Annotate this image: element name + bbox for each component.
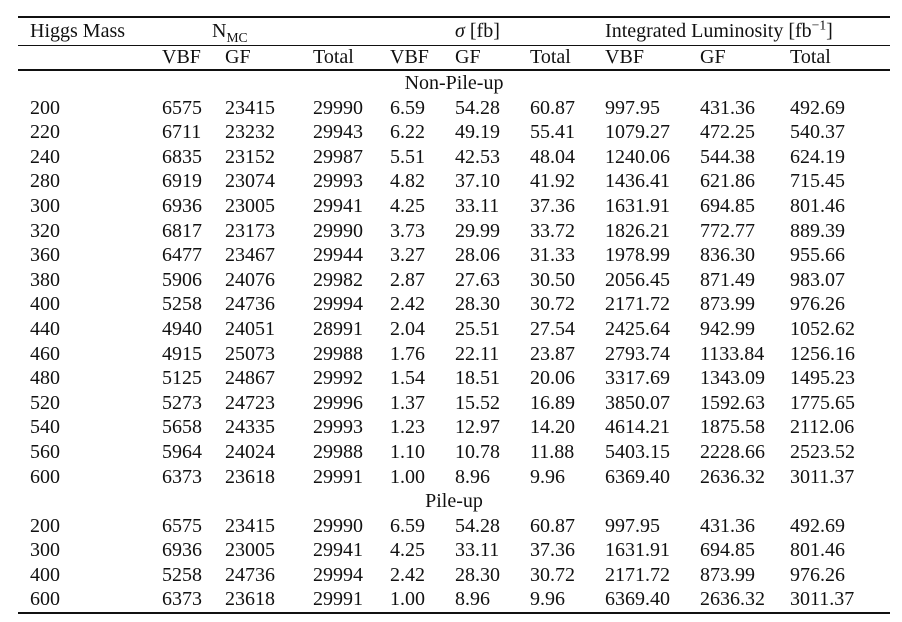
data-value: 1978.99 xyxy=(605,244,671,267)
data-value: 29991 xyxy=(313,588,363,611)
data-value: 29994 xyxy=(313,293,363,316)
data-value: 2.04 xyxy=(390,317,426,340)
data-value: 3011.37 xyxy=(790,588,855,611)
data-value: 1052.62 xyxy=(790,317,856,340)
data-value: 6477 xyxy=(162,244,202,267)
data-value: 4940 xyxy=(162,317,202,340)
data-value: 1.00 xyxy=(390,465,426,488)
data-value: 28.30 xyxy=(455,563,501,586)
data-value: 11.88 xyxy=(530,440,575,463)
data-value: 431.36 xyxy=(700,96,756,119)
data-value: 2228.66 xyxy=(700,440,766,463)
data-value: 24024 xyxy=(225,440,275,463)
data-value: 25073 xyxy=(225,342,275,365)
data-value: 24736 xyxy=(225,293,275,316)
data-value: 1.00 xyxy=(390,588,426,611)
higgs-mass-value: 540 xyxy=(30,416,60,439)
data-value: 60.87 xyxy=(530,96,576,119)
data-value: 801.46 xyxy=(790,194,846,217)
data-value: 871.49 xyxy=(700,268,756,291)
data-value: 983.07 xyxy=(790,268,846,291)
data-value: 29993 xyxy=(313,170,363,193)
data-value: 23.87 xyxy=(530,342,576,365)
data-value: 2636.32 xyxy=(700,465,766,488)
data-value: 997.95 xyxy=(605,514,661,537)
data-value: 29941 xyxy=(313,539,363,562)
data-value: 33.11 xyxy=(455,194,500,217)
data-value: 5.51 xyxy=(390,145,426,168)
higgs-mass-value: 200 xyxy=(30,96,60,119)
higgs-mass-value: 520 xyxy=(30,391,60,414)
higgs-mass-value: 200 xyxy=(30,514,60,537)
table-row xyxy=(18,292,890,317)
data-value: 28.06 xyxy=(455,244,501,267)
section-label: Pile-up xyxy=(425,490,483,513)
luminosity-exponent: −1 xyxy=(811,17,827,33)
section-label-row xyxy=(18,70,890,96)
luminosity-bracket: ] xyxy=(826,20,833,42)
cross-section-group-header xyxy=(390,17,605,46)
higgs-mass-value: 400 xyxy=(30,293,60,316)
data-value: 29982 xyxy=(313,268,363,291)
data-value: 2.87 xyxy=(390,268,426,291)
table-row xyxy=(18,415,890,440)
data-value: 31.33 xyxy=(530,244,576,267)
nmc-subscript: MC xyxy=(226,30,248,45)
table-row xyxy=(18,342,890,367)
subcol-header-nmc-gf: GF xyxy=(225,46,313,71)
table-row xyxy=(18,587,890,613)
data-value: 955.66 xyxy=(790,244,846,267)
data-value: 492.69 xyxy=(790,96,846,119)
luminosity-label: Integrated Luminosity [fb xyxy=(605,20,812,42)
data-value: 6369.40 xyxy=(605,465,671,488)
empty-corner-cell xyxy=(18,46,162,71)
data-value: 54.28 xyxy=(455,96,501,119)
data-value: 6.22 xyxy=(390,121,426,144)
data-value: 29996 xyxy=(313,391,363,414)
data-value: 6373 xyxy=(162,588,202,611)
data-value: 23618 xyxy=(225,465,275,488)
subcol-header-lum-total: Total xyxy=(790,46,890,71)
data-value: 540.37 xyxy=(790,121,846,144)
data-value: 5658 xyxy=(162,416,202,439)
higgs-results-table xyxy=(18,16,890,614)
data-value: 25.51 xyxy=(455,317,501,340)
data-value: 23005 xyxy=(225,539,275,562)
table-row xyxy=(18,317,890,342)
higgs-mass-value: 280 xyxy=(30,170,60,193)
subcol-header-nmc-vbf: VBF xyxy=(162,46,225,71)
data-value: 23467 xyxy=(225,244,275,267)
data-value: 1.76 xyxy=(390,342,426,365)
data-value: 29.99 xyxy=(455,219,501,242)
sigma-symbol: σ xyxy=(455,20,465,42)
group-header-row xyxy=(18,17,890,46)
data-value: 29994 xyxy=(313,563,363,586)
data-value: 1826.21 xyxy=(605,219,671,242)
data-value: 472.25 xyxy=(700,121,756,144)
data-value: 6936 xyxy=(162,194,202,217)
data-value: 5964 xyxy=(162,440,202,463)
data-value: 2793.74 xyxy=(605,342,671,365)
data-value: 24335 xyxy=(225,416,275,439)
data-value: 29988 xyxy=(313,342,363,365)
data-value: 20.06 xyxy=(530,367,576,390)
data-value: 37.10 xyxy=(455,170,501,193)
data-value: 23152 xyxy=(225,145,275,168)
data-value: 1436.41 xyxy=(605,170,671,193)
data-value: 22.11 xyxy=(455,342,500,365)
data-value: 29992 xyxy=(313,367,363,390)
data-value: 4.82 xyxy=(390,170,426,193)
data-value: 4614.21 xyxy=(605,416,671,439)
data-value: 492.69 xyxy=(790,514,846,537)
data-value: 15.52 xyxy=(455,391,501,414)
data-value: 431.36 xyxy=(700,514,756,537)
data-value: 6711 xyxy=(162,121,202,144)
data-value: 6575 xyxy=(162,514,202,537)
subcol-header-sigma-gf: GF xyxy=(455,46,530,71)
table-row xyxy=(18,538,890,563)
data-value: 23232 xyxy=(225,121,275,144)
data-value: 4.25 xyxy=(390,539,426,562)
data-value: 1631.91 xyxy=(605,194,671,217)
data-value: 873.99 xyxy=(700,563,756,586)
data-value: 29988 xyxy=(313,440,363,463)
table-row xyxy=(18,243,890,268)
nmc-group-header xyxy=(162,17,390,46)
table-row xyxy=(18,120,890,145)
data-value: 801.46 xyxy=(790,539,846,562)
data-value: 5258 xyxy=(162,293,202,316)
data-value: 1.37 xyxy=(390,391,426,414)
data-value: 1.54 xyxy=(390,367,426,390)
data-value: 23074 xyxy=(225,170,275,193)
higgs-mass-value: 600 xyxy=(30,588,60,611)
section-label-row xyxy=(18,489,890,514)
table-row xyxy=(18,514,890,539)
data-value: 715.45 xyxy=(790,170,846,193)
data-value: 23173 xyxy=(225,219,275,242)
data-value: 37.36 xyxy=(530,194,576,217)
data-value: 3317.69 xyxy=(605,367,671,390)
data-value: 3.27 xyxy=(390,244,426,267)
data-value: 30.50 xyxy=(530,268,576,291)
higgs-mass-value: 460 xyxy=(30,342,60,365)
luminosity-group-header xyxy=(605,17,890,46)
subcol-header-lum-gf: GF xyxy=(700,46,790,71)
data-value: 29943 xyxy=(313,121,363,144)
subcol-header-sigma-total: Total xyxy=(530,46,605,71)
data-value: 54.28 xyxy=(455,514,501,537)
data-value: 1875.58 xyxy=(700,416,766,439)
data-value: 6835 xyxy=(162,145,202,168)
data-value: 18.51 xyxy=(455,367,501,390)
data-value: 1592.63 xyxy=(700,391,766,414)
table-row xyxy=(18,391,890,416)
data-value: 1133.84 xyxy=(700,342,765,365)
higgs-mass-value: 600 xyxy=(30,465,60,488)
data-value: 3011.37 xyxy=(790,465,855,488)
data-value: 6919 xyxy=(162,170,202,193)
data-value: 8.96 xyxy=(455,465,491,488)
data-value: 24867 xyxy=(225,367,275,390)
section-label: Non-Pile-up xyxy=(404,72,504,94)
data-value: 4915 xyxy=(162,342,202,365)
higgs-mass-value: 360 xyxy=(30,244,60,267)
data-value: 624.19 xyxy=(790,145,846,168)
data-value: 544.38 xyxy=(700,145,756,168)
data-value: 27.54 xyxy=(530,317,576,340)
data-value: 55.41 xyxy=(530,121,576,144)
data-value: 29993 xyxy=(313,416,363,439)
table-row xyxy=(18,366,890,391)
data-value: 2171.72 xyxy=(605,293,671,316)
data-value: 28991 xyxy=(313,317,363,340)
data-value: 2523.52 xyxy=(790,440,856,463)
data-value: 3.73 xyxy=(390,219,426,242)
subcol-header-nmc-total: Total xyxy=(313,46,390,71)
data-value: 10.78 xyxy=(455,440,501,463)
data-value: 5258 xyxy=(162,563,202,586)
data-value: 4.25 xyxy=(390,194,426,217)
data-value: 694.85 xyxy=(700,194,756,217)
data-value: 889.39 xyxy=(790,219,846,242)
subcol-header-lum-vbf: VBF xyxy=(605,46,700,71)
data-value: 9.96 xyxy=(530,588,566,611)
data-value: 23415 xyxy=(225,514,275,537)
table-row xyxy=(18,145,890,170)
data-value: 23618 xyxy=(225,588,275,611)
sigma-unit: [fb] xyxy=(469,20,500,42)
data-value: 29991 xyxy=(313,465,363,488)
data-value: 6373 xyxy=(162,465,202,488)
data-value: 5906 xyxy=(162,268,202,291)
higgs-mass-value: 560 xyxy=(30,440,60,463)
data-value: 24723 xyxy=(225,391,275,414)
data-value: 5125 xyxy=(162,367,202,390)
higgs-mass-value: 240 xyxy=(30,145,60,168)
table-row xyxy=(18,219,890,244)
data-value: 1256.16 xyxy=(790,342,856,365)
data-value: 28.30 xyxy=(455,293,501,316)
table-row xyxy=(18,440,890,465)
higgs-mass-value: 300 xyxy=(30,539,60,562)
subcol-header-sigma-vbf: VBF xyxy=(390,46,455,71)
data-value: 24076 xyxy=(225,268,275,291)
data-value: 9.96 xyxy=(530,465,566,488)
data-value: 29941 xyxy=(313,194,363,217)
data-value: 33.72 xyxy=(530,219,576,242)
higgs-mass-value: 300 xyxy=(30,194,60,217)
data-value: 23005 xyxy=(225,194,275,217)
data-value: 942.99 xyxy=(700,317,756,340)
data-value: 60.87 xyxy=(530,514,576,537)
higgs-mass-value: 220 xyxy=(30,121,60,144)
nmc-symbol: N xyxy=(212,20,227,42)
data-value: 41.92 xyxy=(530,170,576,193)
data-value: 6.59 xyxy=(390,514,426,537)
data-value: 2171.72 xyxy=(605,563,671,586)
data-value: 6575 xyxy=(162,96,202,119)
higgs-mass-value: 440 xyxy=(30,317,60,340)
data-value: 976.26 xyxy=(790,563,846,586)
data-value: 976.26 xyxy=(790,293,846,316)
data-value: 694.85 xyxy=(700,539,756,562)
higgs-mass-value: 380 xyxy=(30,268,60,291)
data-value: 29987 xyxy=(313,145,363,168)
data-value: 621.86 xyxy=(700,170,756,193)
table-row xyxy=(18,563,890,588)
data-value: 29990 xyxy=(313,219,363,242)
data-value: 12.97 xyxy=(455,416,501,439)
data-value: 23415 xyxy=(225,96,275,119)
data-value: 997.95 xyxy=(605,96,661,119)
data-value: 49.19 xyxy=(455,121,501,144)
data-value: 30.72 xyxy=(530,293,576,316)
higgs-mass-value: 320 xyxy=(30,219,60,242)
data-value: 6.59 xyxy=(390,96,426,119)
data-value: 2112.06 xyxy=(790,416,855,439)
data-value: 1079.27 xyxy=(605,121,671,144)
data-value: 1.23 xyxy=(390,416,426,439)
higgs-mass-value: 400 xyxy=(30,563,60,586)
data-value: 1240.06 xyxy=(605,145,671,168)
data-value: 42.53 xyxy=(455,145,501,168)
table-row xyxy=(18,169,890,194)
data-value: 2425.64 xyxy=(605,317,671,340)
data-value: 2.42 xyxy=(390,563,426,586)
data-value: 6817 xyxy=(162,219,202,242)
higgs-mass-value: 480 xyxy=(30,367,60,390)
data-value: 24736 xyxy=(225,563,275,586)
data-value: 8.96 xyxy=(455,588,491,611)
data-value: 6936 xyxy=(162,539,202,562)
subcolumn-header-row xyxy=(18,46,890,71)
data-value: 1631.91 xyxy=(605,539,671,562)
data-value: 30.72 xyxy=(530,563,576,586)
table-row xyxy=(18,465,890,490)
data-value: 873.99 xyxy=(700,293,756,316)
data-value: 836.30 xyxy=(700,244,756,267)
data-value: 1775.65 xyxy=(790,391,856,414)
data-value: 16.89 xyxy=(530,391,576,414)
table-body xyxy=(18,70,890,613)
data-value: 5273 xyxy=(162,391,202,414)
data-value: 772.77 xyxy=(700,219,756,242)
data-value: 29944 xyxy=(313,244,363,267)
data-value: 14.20 xyxy=(530,416,576,439)
data-value: 2056.45 xyxy=(605,268,671,291)
data-value: 6369.40 xyxy=(605,588,671,611)
table-row xyxy=(18,194,890,219)
data-value: 1343.09 xyxy=(700,367,766,390)
higgs-mass-header: Higgs Mass xyxy=(18,17,162,46)
data-value: 37.36 xyxy=(530,539,576,562)
data-value: 24051 xyxy=(225,317,275,340)
data-value: 29990 xyxy=(313,514,363,537)
data-value: 2636.32 xyxy=(700,588,766,611)
data-value: 2.42 xyxy=(390,293,426,316)
data-value: 1495.23 xyxy=(790,367,856,390)
table-row xyxy=(18,96,890,121)
data-value: 33.11 xyxy=(455,539,500,562)
data-value: 27.63 xyxy=(455,268,501,291)
data-value: 1.10 xyxy=(390,440,426,463)
data-value: 5403.15 xyxy=(605,440,671,463)
data-value: 3850.07 xyxy=(605,391,671,414)
data-value: 29990 xyxy=(313,96,363,119)
data-value: 48.04 xyxy=(530,145,576,168)
table-row xyxy=(18,268,890,293)
